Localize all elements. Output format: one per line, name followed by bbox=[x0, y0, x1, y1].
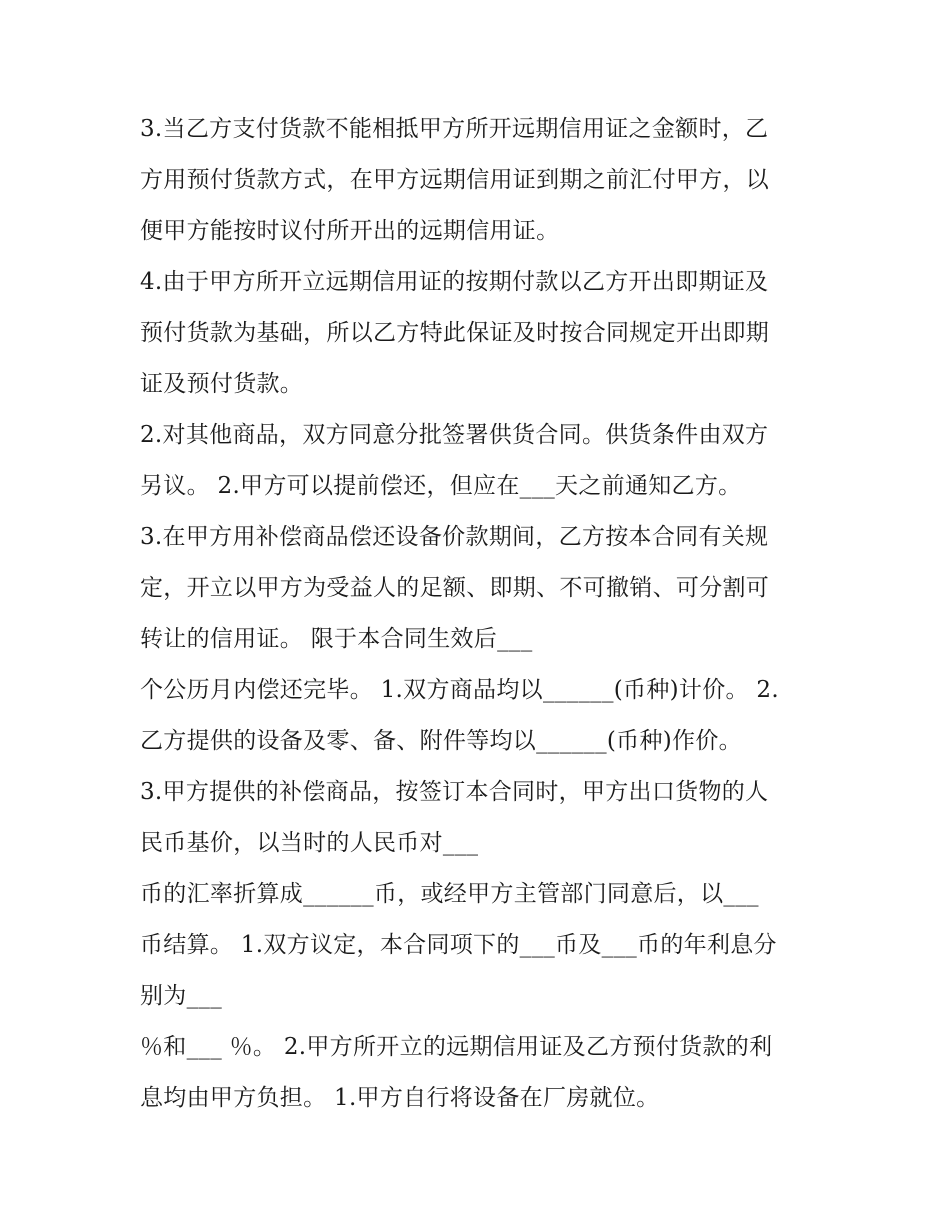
text-line: 另议。 2.甲方可以提前偿还，但应在___天之前通知乙方。 bbox=[140, 473, 742, 499]
text-line: 个公历月内偿还完毕。 1.双方商品均以______(币种)计价。 2. bbox=[140, 677, 779, 703]
text-line: 乙方提供的设备及零、备、附件等均以______(币种)作价。 bbox=[140, 728, 742, 754]
text-line: 证及预付货款。 bbox=[140, 371, 304, 397]
text-line: ％和___ ％。 2.甲方所开立的远期信用证及乙方预付货款的利 bbox=[140, 1034, 773, 1060]
text-line: 民币基价，以当时的人民币对___ bbox=[140, 830, 479, 856]
text-line: 3.当乙方支付货款不能相抵甲方所开远期信用证之金额时，乙 bbox=[140, 116, 769, 142]
text-line: 2.对其他商品，双方同意分批签署供货合同。供货条件由双方 bbox=[140, 422, 769, 448]
text-line: 便甲方能按时议付所开出的远期信用证。 bbox=[140, 218, 560, 244]
text-line: 方用预付货款方式，在甲方远期信用证到期之前汇付甲方，以 bbox=[140, 167, 770, 193]
text-line: 息均由甲方负担。 1.甲方自行将设备在厂房就位。 bbox=[140, 1085, 660, 1111]
text-line: 3.在甲方用补偿商品偿还设备价款期间，乙方按本合同有关规 bbox=[140, 524, 769, 550]
contract-body bbox=[140, 104, 830, 1124]
text-line: 币的汇率折算成______币，或经甲方主管部门同意后，以___ bbox=[140, 881, 759, 907]
text-line: 定，开立以甲方为受益人的足额、即期、不可撤销、可分割可 bbox=[140, 575, 770, 601]
text-line: 转让的信用证。 限于本合同生效后___ bbox=[140, 626, 533, 652]
text-line: 预付货款为基础，所以乙方特此保证及时按合同规定开出即期 bbox=[140, 320, 770, 346]
text-line: 3.甲方提供的补偿商品，按签订本合同时，甲方出口货物的人 bbox=[140, 779, 769, 805]
text-line: 别为___ bbox=[140, 983, 222, 1009]
text-line: 4.由于甲方所开立远期信用证的按期付款以乙方开出即期证及 bbox=[140, 269, 769, 295]
text-line: 币结算。 1.双方议定，本合同项下的___币及___币的年利息分 bbox=[140, 932, 777, 958]
